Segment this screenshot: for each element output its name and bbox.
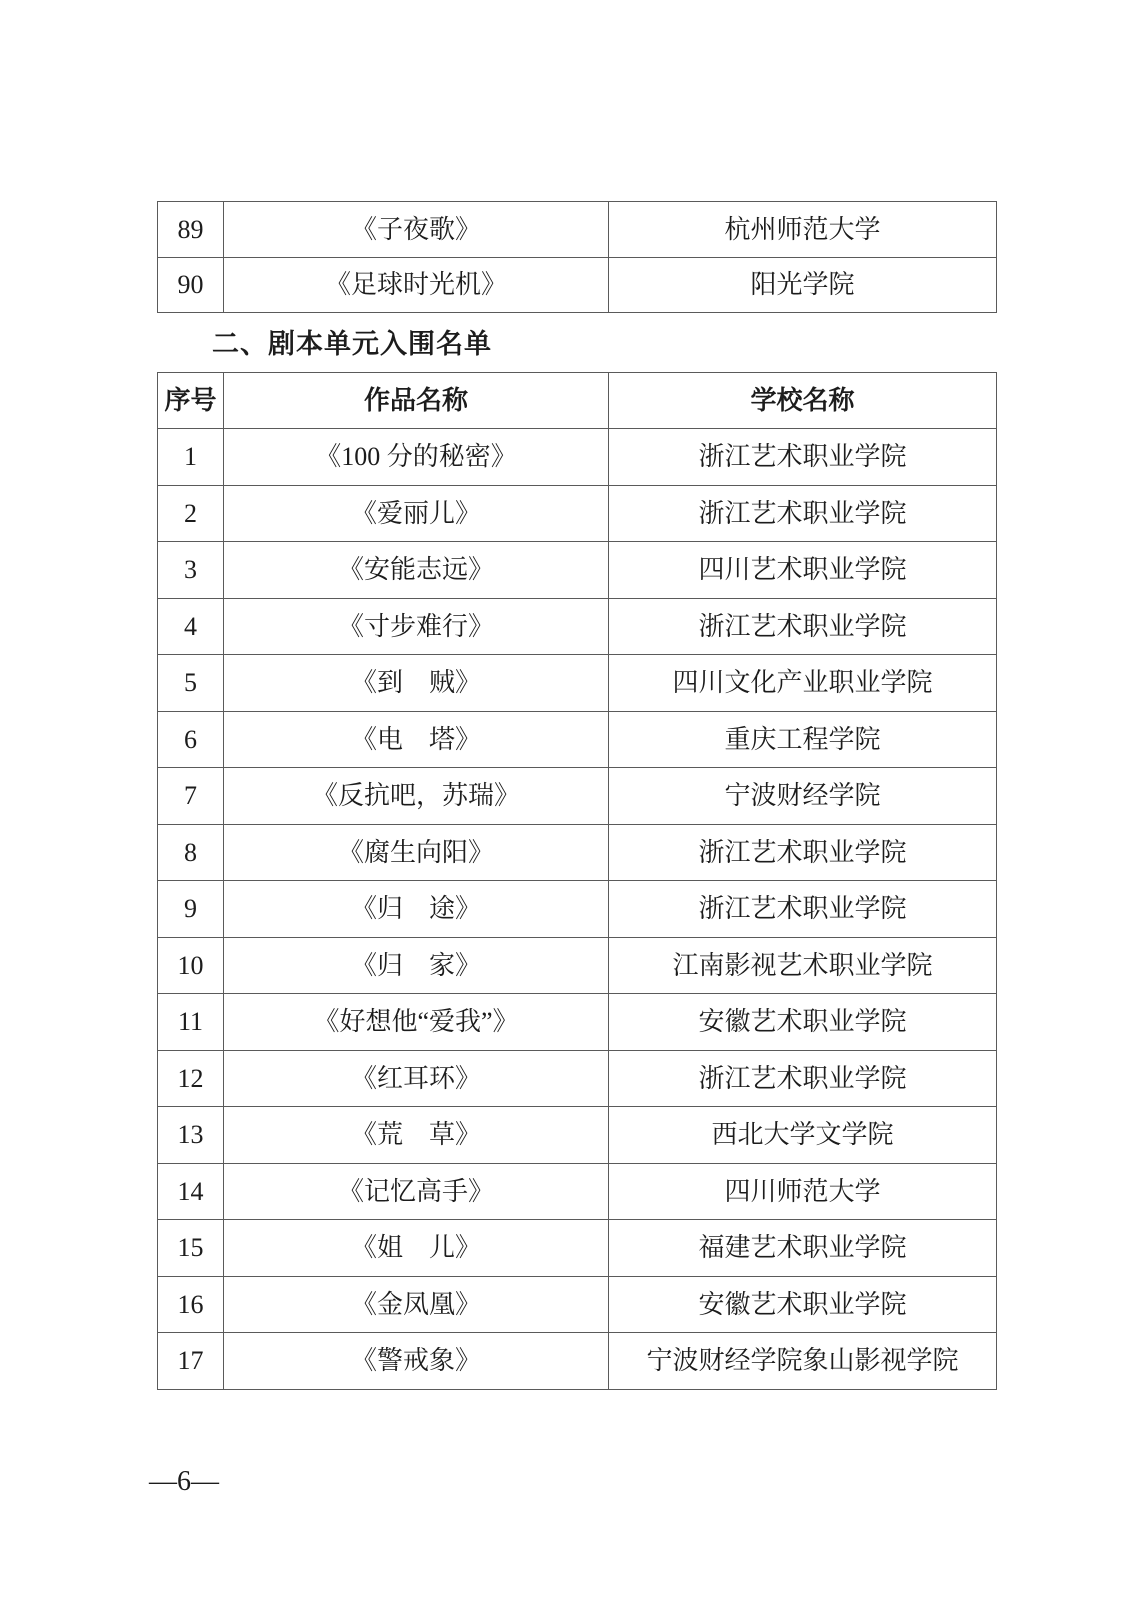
table-row: [158, 1050, 997, 1107]
row-number-cell: 10: [158, 937, 224, 994]
school-name-cell: 西北大学文学院: [609, 1107, 997, 1164]
page-number: —6—: [149, 1466, 219, 1497]
work-title-cell: 《好想他“爱我”》: [224, 994, 609, 1051]
column-header-number: 序号: [158, 373, 224, 429]
row-number-cell: 89: [158, 202, 224, 258]
row-number-cell: 9: [158, 881, 224, 938]
section-heading: 二、剧本单元入围名单: [212, 329, 492, 359]
work-title-cell: 《足球时光机》: [224, 257, 609, 313]
row-number-cell: 1: [158, 429, 224, 486]
work-title-cell: 《反抗吧，苏瑞》: [224, 768, 609, 825]
row-number-cell: 16: [158, 1276, 224, 1333]
work-title-cell: 《爱丽儿》: [224, 485, 609, 542]
writing-unit-table-continued: [157, 201, 997, 313]
school-name-cell: 浙江艺术职业学院: [609, 824, 997, 881]
school-name-cell: 阳光学院: [609, 257, 997, 313]
work-title-cell: 《腐生向阳》: [224, 824, 609, 881]
work-title-cell: 《到 贼》: [224, 655, 609, 712]
school-name-cell: 重庆工程学院: [609, 711, 997, 768]
school-name-cell: 浙江艺术职业学院: [609, 598, 997, 655]
row-number-cell: 17: [158, 1333, 224, 1390]
table-row: [158, 1333, 997, 1390]
row-number-cell: 2: [158, 485, 224, 542]
row-number-cell: 11: [158, 994, 224, 1051]
row-number-cell: 13: [158, 1107, 224, 1164]
work-title-cell: 《记忆高手》: [224, 1163, 609, 1220]
school-name-cell: 四川文化产业职业学院: [609, 655, 997, 712]
column-header-work-title: 作品名称: [224, 373, 609, 429]
table-row: [158, 429, 997, 486]
school-name-cell: 福建艺术职业学院: [609, 1220, 997, 1277]
table-row: [158, 485, 997, 542]
row-number-cell: 4: [158, 598, 224, 655]
work-title-cell: 《红耳环》: [224, 1050, 609, 1107]
school-name-cell: 浙江艺术职业学院: [609, 881, 997, 938]
table-row: [158, 1220, 997, 1277]
table-row: [158, 1163, 997, 1220]
school-name-cell: 浙江艺术职业学院: [609, 485, 997, 542]
table-row: [158, 1107, 997, 1164]
row-number-cell: 90: [158, 257, 224, 313]
row-number-cell: 7: [158, 768, 224, 825]
table-header-row: [158, 373, 997, 429]
work-title-cell: 《荒 草》: [224, 1107, 609, 1164]
school-name-cell: 江南影视艺术职业学院: [609, 937, 997, 994]
school-name-cell: 安徽艺术职业学院: [609, 1276, 997, 1333]
row-number-cell: 5: [158, 655, 224, 712]
school-name-cell: 四川艺术职业学院: [609, 542, 997, 599]
work-title-cell: 《警戒象》: [224, 1333, 609, 1390]
script-unit-shortlist-table: [157, 372, 997, 1390]
work-title-cell: 《电 塔》: [224, 711, 609, 768]
table-row: [158, 257, 997, 313]
table-row: [158, 711, 997, 768]
row-number-cell: 12: [158, 1050, 224, 1107]
table-row: [158, 598, 997, 655]
school-name-cell: 宁波财经学院: [609, 768, 997, 825]
work-title-cell: 《100 分的秘密》: [224, 429, 609, 486]
school-name-cell: 宁波财经学院象山影视学院: [609, 1333, 997, 1390]
table-row: [158, 202, 997, 258]
school-name-cell: 浙江艺术职业学院: [609, 1050, 997, 1107]
work-title-cell: 《安能志远》: [224, 542, 609, 599]
work-title-cell: 《子夜歌》: [224, 202, 609, 258]
school-name-cell: 四川师范大学: [609, 1163, 997, 1220]
table-row: [158, 542, 997, 599]
row-number-cell: 6: [158, 711, 224, 768]
table-row: [158, 1276, 997, 1333]
table-row: [158, 937, 997, 994]
row-number-cell: 3: [158, 542, 224, 599]
work-title-cell: 《归 家》: [224, 937, 609, 994]
work-title-cell: 《归 途》: [224, 881, 609, 938]
school-name-cell: 安徽艺术职业学院: [609, 994, 997, 1051]
table-row: [158, 994, 997, 1051]
work-title-cell: 《姐 儿》: [224, 1220, 609, 1277]
table-row: [158, 768, 997, 825]
school-name-cell: 杭州师范大学: [609, 202, 997, 258]
row-number-cell: 8: [158, 824, 224, 881]
table-row: [158, 824, 997, 881]
row-number-cell: 14: [158, 1163, 224, 1220]
work-title-cell: 《寸步难行》: [224, 598, 609, 655]
row-number-cell: 15: [158, 1220, 224, 1277]
school-name-cell: 浙江艺术职业学院: [609, 429, 997, 486]
table-row: [158, 655, 997, 712]
column-header-school-name: 学校名称: [609, 373, 997, 429]
work-title-cell: 《金凤凰》: [224, 1276, 609, 1333]
table-row: [158, 881, 997, 938]
